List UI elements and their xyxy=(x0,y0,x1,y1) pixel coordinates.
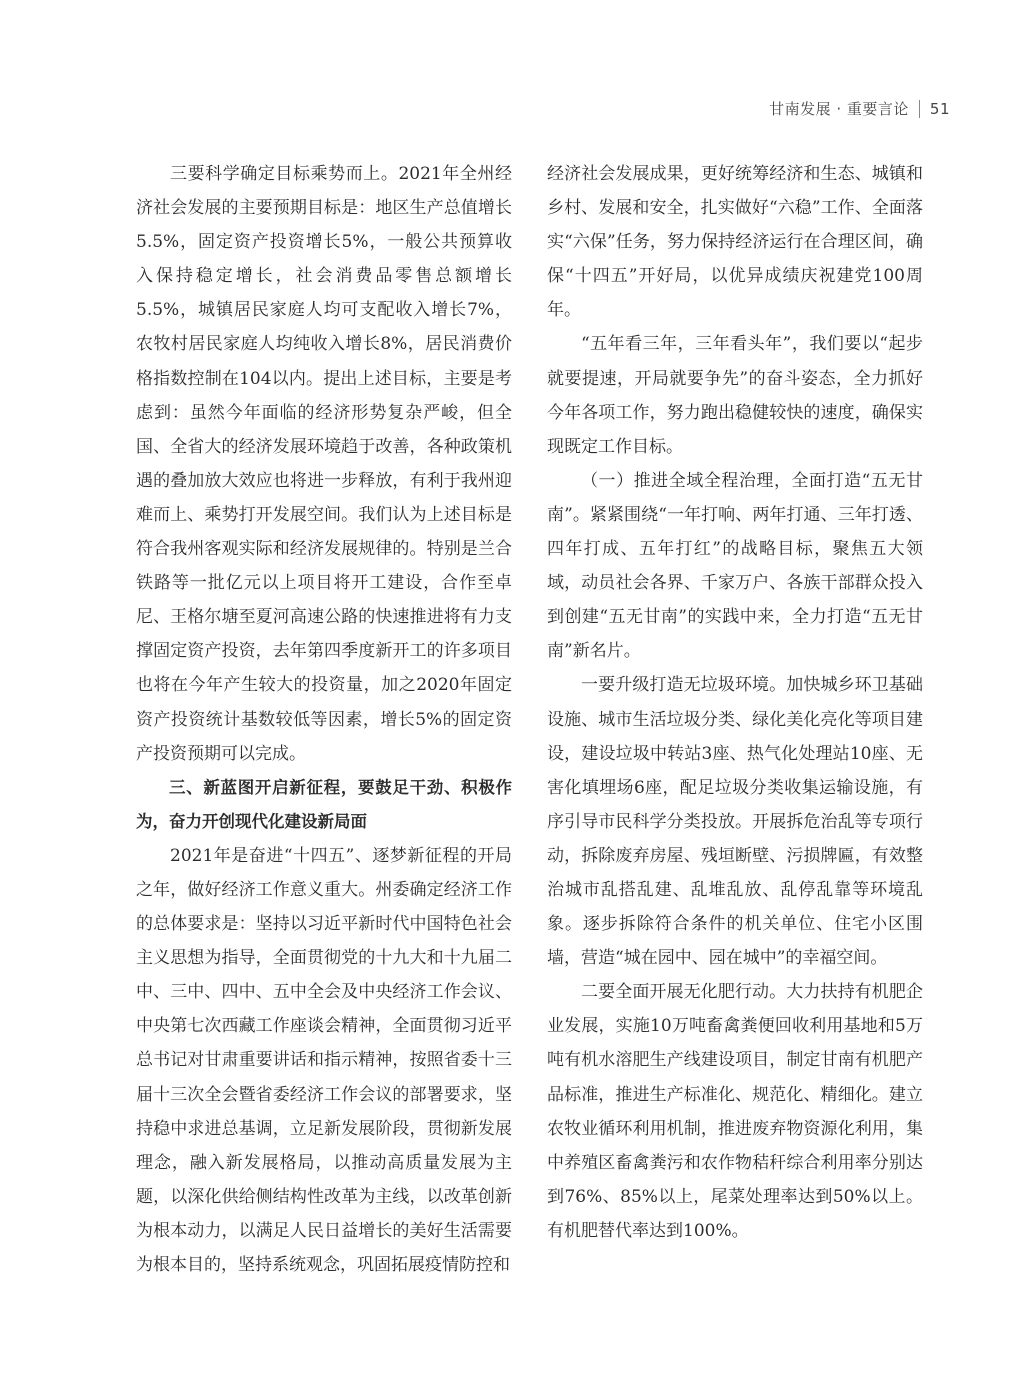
page-number: 51 xyxy=(929,99,950,118)
paragraph-requirements: 2021年是奋进“十四五”、逐梦新征程的开局之年，做好经济工作意义重大。州委确定经济工作的总体要求是：坚持以习近平新时代中国特色社会主义思想为指导，全面贯彻党的十九大和十九届二中、三中、四中、五中全会及中央经济工作会议、中央第七次西藏工作座谈会精神，全面贯彻习近平总书记对甘肃重要讲话和指示精神，按照省委十三届十三次全会暨省委经济工作会议的部署要求，坚持稳中求进总基调，立足新发展阶段，贯彻新发展理念，融入新发展格局，以推动高质量发展为主题，以深化供给侧结构性改革为主线，以改革创新为根本动力，以满足人民日益增长的美好生活需要为根本目的，坚持系统观念，巩固拓展疫情防控和 xyxy=(136,845,512,1275)
paragraph-five-years: “五年看三年，三年看头年”，我们要以“起步就要提速，开局就要争先”的奋斗姿态，全力抓好今年各项工作，努力跑出稳健较快的速度，确保实现既定工作目标。 xyxy=(547,334,923,457)
paragraph-continued: 经济社会发展成果，更好统筹经济和生态、城镇和乡村、发展和安全，扎实做好“六稳”工作、全面落实“六保”任务，努力保持经济运行在合理区间，确保“十四五”开好局，以优异成绩庆祝建党100周年。 xyxy=(547,164,923,321)
left-column xyxy=(136,157,512,1282)
running-header xyxy=(769,98,950,119)
right-column xyxy=(547,157,923,1248)
section-title: 甘南发展 · 重要言论 xyxy=(769,100,909,118)
paragraph-targets: 三要科学确定目标乘势而上。2021年全州经济社会发展的主要预期目标是：地区生产总值增长5.5%，固定资产投资增长5%，一般公共预算收入保持稳定增长，社会消费品零售总额增长5.5%，城镇居民家庭人均可支配收入增长7%，农牧村居民家庭人均纯收入增长8%，居民消费价格指数控制在104以内。提出上述目标，主要是考虑到：虽然今年面临的经济形势复杂严峻，但全国、全省大的经济发展环境趋于改善，各种政策机遇的叠加放大效应也将进一步释放，有利于我州迎难而上、乘势打开发展空间。我们认为上述目标是符合我州客观实际和经济发展规律的。特别是兰合铁路等一批亿元以上项目将开工建设，合作至卓尼、王格尔塘至夏河高速公路的快速推进将有力支撑固定资产投资，去年第四季度新开工的许多项目也将在今年产生较大的投资量，加之2020年固定资产投资统计基数较低等因素，增长5%的固定资产投资预期可以完成。 xyxy=(136,164,512,764)
paragraph-governance: （一）推进全域全程治理，全面打造“五无甘南”。紧紧围绕“一年打响、两年打通、三年打透、四年打成、五年打红”的战略目标，聚焦五大领域，动员社会各界、千家万户、各族干部群众投入到创建“五无甘南”的实践中来，全力打造“五无甘南”新名片。 xyxy=(547,470,923,662)
paragraph-no-fertilizer: 二要全面开展无化肥行动。大力扶持有机肥企业发展，实施10万吨畜禽粪便回收利用基地和5万吨有机水溶肥生产线建设项目，制定甘南有机肥产品标准，推进生产标准化、规范化、精细化。建立农牧业循环利用机制，推进废弃物资源化利用，集中养殖区畜禽粪污和农作物秸秆综合利用率分别达到76%、85%以上，尾菜处理率达到50%以上。有机肥替代率达到100%。 xyxy=(547,982,923,1241)
paragraph-no-garbage: 一要升级打造无垃圾环境。加快城乡环卫基础设施、城市生活垃圾分类、绿化美化亮化等项目建设，建设垃圾中转站3座、热气化处理站10座、无害化填埋场6座，配足垃圾分类收集运输设施，有序引导市民科学分类投放。开展拆危治乱等专项行动，拆除废弃房屋、残垣断壁、污损牌匾，有效整治城市乱搭乱建、乱堆乱放、乱停乱靠等环境乱象。逐步拆除符合条件的机关单位、住宅小区围墙，营造“城在园中、园在城中”的幸福空间。 xyxy=(547,675,923,969)
header-divider xyxy=(919,100,920,118)
section-heading: 三、新蓝图开启新征程，要鼓足干劲、积极作为，奋力开创现代化建设新局面 xyxy=(136,777,512,831)
